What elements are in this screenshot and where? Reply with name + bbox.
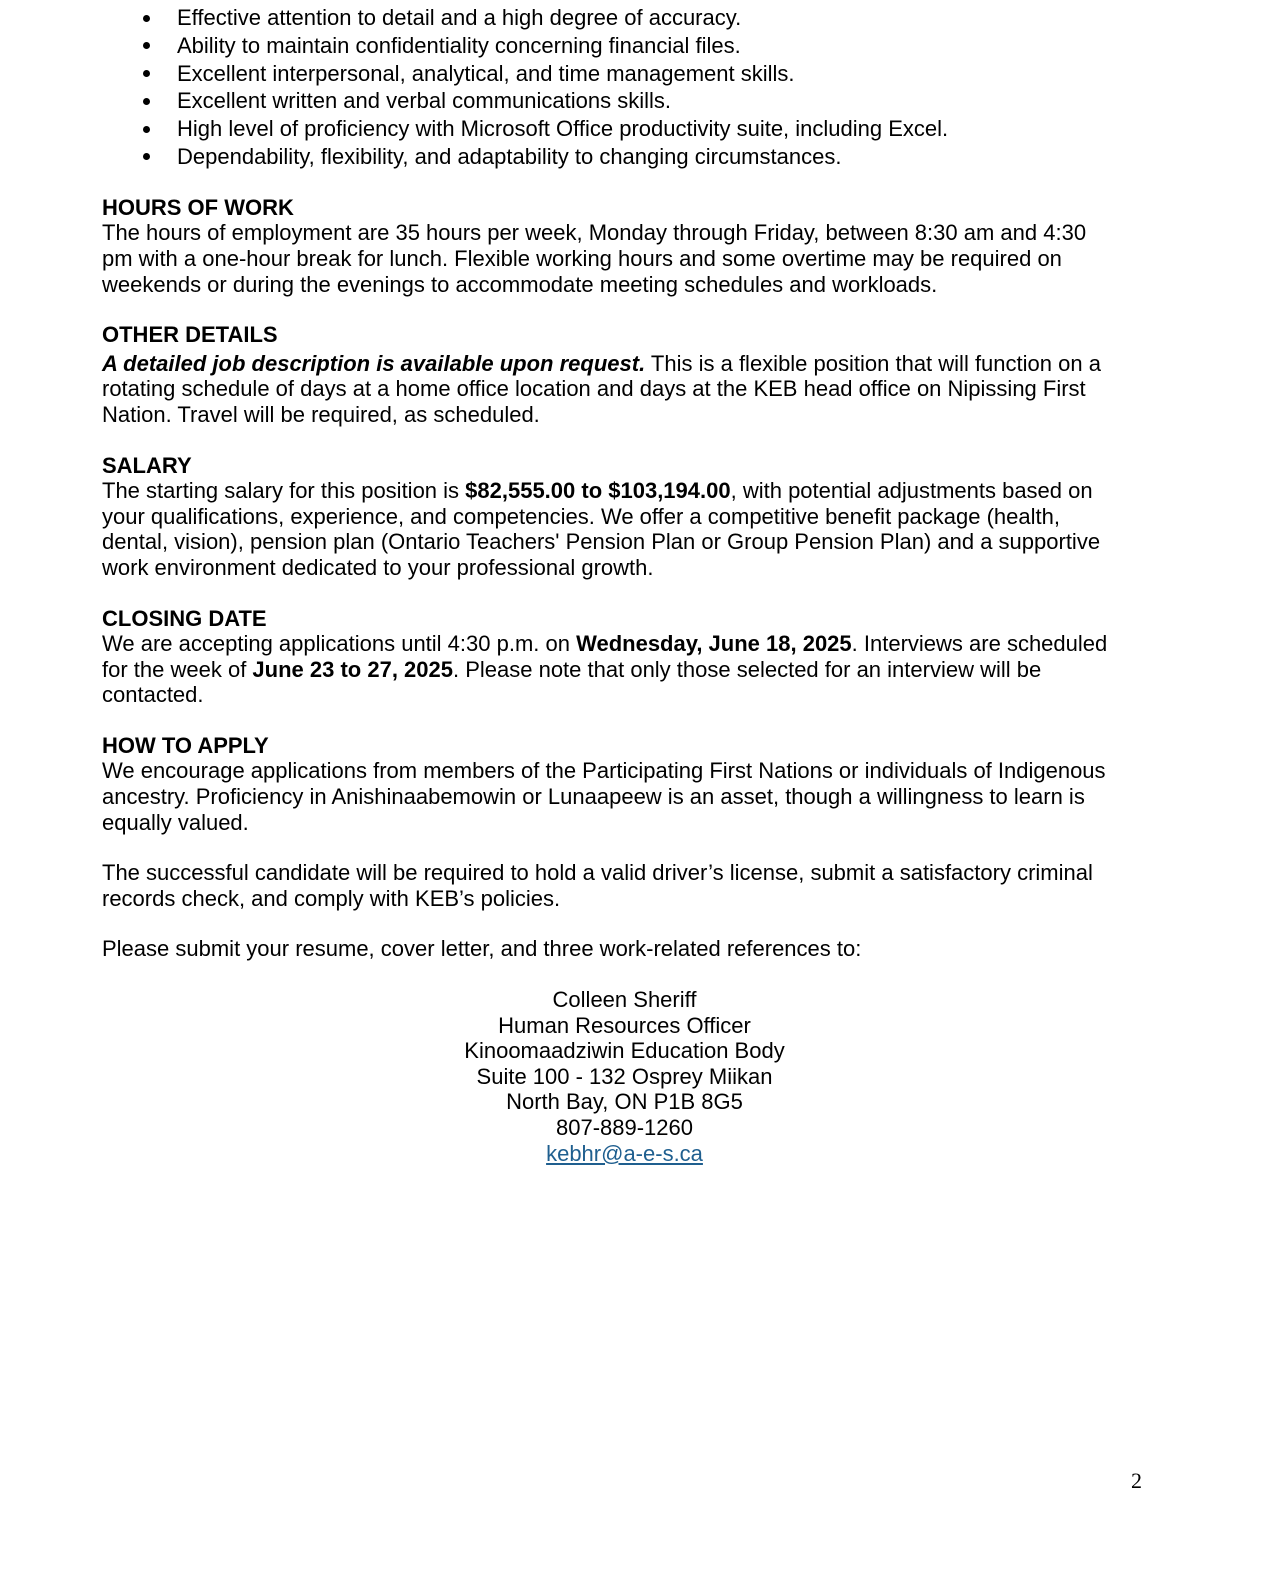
hours-of-work-heading: HOURS OF WORK bbox=[102, 194, 294, 220]
salary-line: dental, vision), pension plan (Ontario Teachers' Pension Plan or Group Pension Plan) and a supportive bbox=[102, 529, 1101, 555]
closing-line: We are accepting applications until 4:30 p.m. on Wednesday, June 18, 2025. Interviews are scheduled bbox=[102, 631, 1108, 657]
contact-phone: 807-889-1260 bbox=[555, 1115, 693, 1140]
salary-line: work environment dedicated to your professional growth. bbox=[102, 554, 654, 580]
apply-line: Please submit your resume, cover letter, and three work-related references to: bbox=[102, 936, 862, 962]
qualifications-list bbox=[102, 4, 1152, 171]
hours-line: The hours of employment are 35 hours per week, Monday through Friday, between 8:30 am and 4:30 bbox=[102, 220, 1087, 246]
closing-line: contacted. bbox=[102, 682, 204, 708]
list-item: Effective attention to detail and a high degree of accuracy. bbox=[102, 4, 1152, 32]
page-number: 2 bbox=[1131, 1468, 1142, 1493]
other-details-section bbox=[102, 322, 1152, 427]
contact-address-line: North Bay, ON P1B 8G5 bbox=[506, 1089, 743, 1115]
contact-title: Human Resources Officer bbox=[498, 1012, 751, 1038]
apply-line: records check, and comply with KEB’s policies. bbox=[102, 885, 561, 911]
salary-line: your qualifications, experience, and competencies. We offer a competitive benefit package (health, bbox=[102, 503, 1060, 529]
list-item: Excellent written and verbal communications skills. bbox=[102, 87, 1152, 115]
list-item: Ability to maintain confidentiality concerning financial files. bbox=[102, 32, 1152, 60]
contact-name: Colleen Sheriff bbox=[552, 987, 697, 1013]
list-item: Dependability, flexibility, and adaptability to changing circumstances. bbox=[102, 143, 1152, 171]
contact-organization: Kinoomaadziwin Education Body bbox=[464, 1038, 785, 1064]
bullet-icon bbox=[143, 15, 150, 22]
hours-of-work-section bbox=[102, 195, 1152, 297]
other-details-heading: OTHER DETAILS bbox=[102, 322, 278, 348]
interview-week: June 23 to 27, 2025 bbox=[252, 656, 453, 682]
salary-range: $82,555.00 to $103,194.00 bbox=[465, 478, 731, 504]
apply-line: We encourage applications from members of the Participating First Nations or individuals of Indigenous bbox=[102, 758, 1106, 784]
apply-line: ancestry. Proficiency in Anishinaabemowin or Lunaapeew is an asset, though a willingness to learn is bbox=[102, 784, 1085, 810]
hours-line: weekends or during the evenings to accommodate meeting schedules and workloads. bbox=[102, 271, 938, 297]
apply-line: equally valued. bbox=[102, 809, 249, 835]
other-details-line: A detailed job description is available upon request. This is a flexible position that will function on a bbox=[102, 350, 1101, 376]
how-to-apply-heading: HOW TO APPLY bbox=[102, 732, 269, 758]
contact-address-line: Suite 100 - 132 Osprey Miikan bbox=[476, 1063, 773, 1089]
salary-line: The starting salary for this position is $82,555.00 to $103,194.00, with potential adjustments based on bbox=[102, 478, 1093, 504]
hours-line: pm with a one-hour break for lunch. Flexible working hours and some overtime may be required on bbox=[102, 245, 1062, 271]
list-item: High level of proficiency with Microsoft Office productivity suite, including Excel. bbox=[102, 115, 1152, 143]
bullet-icon bbox=[143, 70, 150, 77]
bullet-icon bbox=[143, 98, 150, 105]
bullet-icon bbox=[143, 42, 150, 49]
closing-line: for the week of June 23 to 27, 2025. Please note that only those selected for an interview will be bbox=[102, 656, 1042, 682]
closing-date-section bbox=[102, 606, 1152, 708]
how-to-apply-section bbox=[102, 733, 1152, 962]
contact-block bbox=[102, 987, 1147, 1166]
salary-heading: SALARY bbox=[102, 452, 192, 478]
contact-email-link[interactable]: kebhr@a-e-s.ca bbox=[546, 1140, 703, 1166]
job-description-note: A detailed job description is available upon request. bbox=[102, 350, 646, 376]
apply-line: The successful candidate will be required to hold a valid driver’s license, submit a satisfactory criminal bbox=[102, 860, 1093, 886]
other-details-line: Nation. Travel will be required, as scheduled. bbox=[102, 401, 540, 427]
document-page bbox=[102, 4, 1152, 1166]
other-details-line: rotating schedule of days at a home office location and days at the KEB head office on Nipissing First bbox=[102, 376, 1086, 402]
closing-date-heading: CLOSING DATE bbox=[102, 605, 267, 631]
bullet-icon bbox=[143, 153, 150, 160]
salary-section bbox=[102, 453, 1152, 581]
bullet-icon bbox=[143, 126, 150, 133]
closing-date-value: Wednesday, June 18, 2025 bbox=[576, 631, 852, 657]
list-item: Excellent interpersonal, analytical, and time management skills. bbox=[102, 60, 1152, 88]
